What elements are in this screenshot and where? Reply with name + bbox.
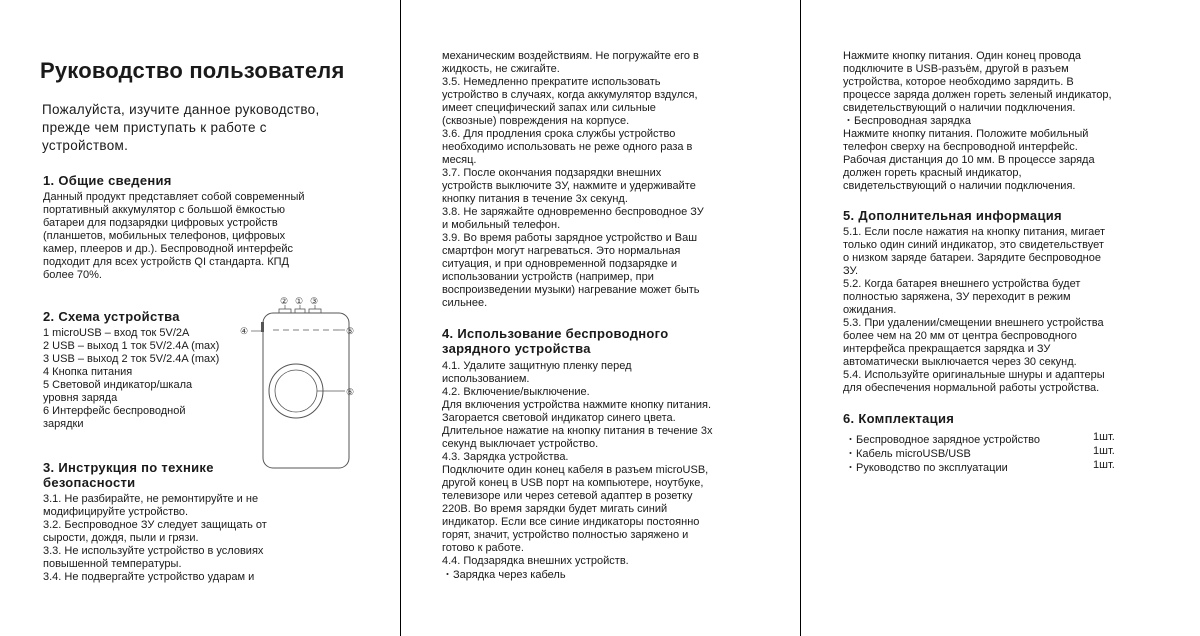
section-2-line: 1 microUSB – вход ток 5V/2A [43,327,190,339]
section-4-line: другой конец в USB порт на компьютере, ноутбуке, [442,477,704,489]
fold-line-2 [800,0,801,636]
safety-line: воспроизведении музыки) нагревание может быть [442,284,700,296]
device-diagram [235,295,365,470]
charging-line: должен гореть красный индикатор, [843,167,1022,179]
section-5-line: интерфейса прекращается зарядка и ЗУ [843,343,1051,355]
safety-line: 3.7. После окончания подзарядки внешних [442,167,662,179]
safety-line: ситуация, и при одновременной подзарядке и [442,258,678,270]
section-4-line: Длительное нажатие на кнопку питания в течение 3х [442,425,713,437]
section-4-line: 4.3. Зарядка устройства. [442,451,569,463]
section-3-heading: безопасности [43,475,136,490]
section-3-line: 3.3. Не используйте устройство в условиях [43,545,264,557]
section-4-line: Подключите один конец кабеля в разъем microUSB, [442,464,709,476]
section-5-line: 5.3. При удалении/смещении внешнего устройства [843,317,1104,329]
power-button [261,322,264,332]
charging-line: ・Беспроводная зарядка [843,115,971,127]
marker-6: ⑥ [346,387,355,397]
charging-line: Рабочая дистанция до 10 мм. В процессе заряда [843,154,1095,166]
section-5-heading: 5. Дополнительная информация [843,208,1062,223]
section-1-line: (планшетов, мобильных телефонов, цифровых [43,230,286,242]
fold-line-1 [400,0,401,636]
safety-line: кнопку питания в течение 3х секунд. [442,193,628,205]
section-5-line: для обеспечения нормальной работы устройства. [843,382,1100,394]
section-6-heading: 6. Комплектация [843,411,955,426]
safety-line: использовании устройств (например, при [442,271,654,283]
section-2-line: 6 Интерфейс беспроводной [43,405,186,417]
marker-4: ④ [240,326,249,336]
safety-line: (сквозные) повреждения на корпусе. [442,115,630,127]
section-4-heading: 4. Использование беспроводного [442,326,669,341]
section-4-line: 4.1. Удалите защитную пленку перед [442,360,632,372]
marker-1: ① [295,296,304,306]
section-1-heading: 1. Общие сведения [43,173,172,188]
marker-3: ③ [310,296,319,306]
port-microusb [295,309,305,313]
safety-line: механическим воздействиям. Не погружайте его в [442,50,699,62]
section-5-line: ожидания. [843,304,897,316]
section-5-line: более чем на 20 мм от центра беспроводного [843,330,1077,342]
section-5-line: 5.1. Если после нажатия на кнопку питания, мигает [843,226,1106,238]
safety-line: имеет специфический запах или сильные [442,102,656,114]
section-4-line: готово к работе. [442,542,524,554]
safety-line: устройство в случаях, когда аккумулятор вздулся, [442,89,698,101]
charging-line: устройства, которое необходимо зарядить. В [843,76,1074,88]
port-usb-out-1 [279,309,291,313]
section-5-line: 5.2. Когда батарея внешнего устройства будет [843,278,1081,290]
section-2-line: зарядки [43,418,84,430]
section-1-line: более 70%. [43,269,102,281]
section-4-heading: зарядного устройства [442,341,591,356]
section-3-line: модифицируйте устройство. [43,506,189,518]
kit-item-qty: 1шт. [1093,431,1115,443]
section-3-line: повышенной температуры. [43,558,182,570]
device-body [263,313,349,468]
safety-line: 3.8. Не заряжайте одновременно беспроводное ЗУ [442,206,704,218]
safety-line: 3.9. Во время работы зарядное устройство и Ваш [442,232,698,244]
section-4-line: телевизоре или через сетевой адаптер в розетку [442,490,693,502]
section-5-line: полностью заряжена, ЗУ переходит в режим [843,291,1071,303]
section-4-line: 220В. Во время зарядки будет мигать синий [442,503,668,515]
section-1-line: батареи для подзарядки цифровых устройств [43,217,278,229]
section-4-line: Для включения устройства нажмите кнопку питания. [442,399,712,411]
safety-line: сильнее. [442,297,488,309]
safety-line: и мобильный телефон. [442,219,561,231]
section-2-heading: 2. Схема устройства [43,309,180,324]
section-4-line: индикатор. Если все синие индикаторы постоянно [442,516,700,528]
section-2-line: уровня заряда [43,392,118,404]
kit-item-qty: 1шт. [1093,445,1115,457]
safety-line: устройств выключите ЗУ, нажмите и удерживайте [442,180,696,192]
charging-line: Нажмите кнопку питания. Один конец провода [843,50,1082,62]
marker-5: ⑤ [346,326,355,336]
safety-line: необходимо использовать не реже одного раза в [442,141,693,153]
kit-item-name: ・Кабель microUSB/USB [845,448,971,460]
section-1-line: Данный продукт представляет собой современный [43,191,305,203]
section-4-line: 4.2. Включение/выключение. [442,386,590,398]
section-5-line: автоматически выключается через 30 секунд. [843,356,1077,368]
section-4-line: ・Зарядка через кабель [442,569,566,581]
intro-line: устройством. [42,138,129,153]
safety-line: 3.6. Для продления срока службы устройство [442,128,676,140]
section-4-line: использованием. [442,373,530,385]
charging-line: телефон сверху на беспроводной интерфейс. [843,141,1078,153]
safety-line: месяц. [442,154,477,166]
section-5-line: 5.4. Используйте оригинальные шнуры и адаптеры [843,369,1105,381]
section-2-line: 5 Световой индикатор/шкала [43,379,193,391]
section-3-line: сырости, дождя, пыли и грязи. [43,532,199,544]
charging-line: Нажмите кнопку питания. Положите мобильный [843,128,1089,140]
section-3-line: 3.4. Не подвергайте устройство ударам и [43,571,255,583]
section-3-line: 3.2. Беспроводное ЗУ следует защищать от [43,519,267,531]
charging-line: свидетельствующий о наличии подключения. [843,102,1076,114]
charging-line: свидетельствующий о наличии подключения. [843,180,1076,192]
wireless-coil-inner [275,370,317,412]
intro-line: прежде чем приступать к работе с [42,120,267,135]
safety-line: жидкость, не сжигайте. [442,63,560,75]
section-5-line: ЗУ. [843,265,859,277]
section-4-line: горят, значит, устройство полностью заряжено и [442,529,689,541]
section-2-line: 4 Кнопка питания [43,366,133,378]
section-4-line: 4.4. Подзарядка внешних устройств. [442,555,629,567]
section-5-line: о низком заряде батареи. Зарядите беспроводное [843,252,1101,264]
section-1-line: подходит для всех устройств QI стандарта. КПД [43,256,289,268]
section-1-line: портативный аккумулятор с большой ёмкостью [43,204,285,216]
section-3-line: 3.1. Не разбирайте, не ремонтируйте и не [43,493,259,505]
section-5-line: только один синий индикатор, это свидетельствует [843,239,1104,251]
marker-2: ② [280,296,289,306]
section-1-line: камер, плееров и др.). Беспроводной интерфейс [43,243,294,255]
charging-line: процессе заряда должен гореть зеленый индикатор, [843,89,1112,101]
wireless-coil-outer [269,364,323,418]
section-2-line: 2 USB – выход 1 ток 5V/2.4A (max) [43,340,220,352]
page-title: Руководство пользователя [40,58,345,83]
charging-line: подключите в USB-разъём, другой в разъем [843,63,1069,75]
section-4-line: Загорается световой индикатор синего цвета. [442,412,676,424]
kit-item-qty: 1шт. [1093,459,1115,471]
kit-item-name: ・Беспроводное зарядное устройство [845,434,1040,446]
safety-line: 3.5. Немедленно прекратите использовать [442,76,661,88]
section-4-line: секунд выключает устройство. [442,438,599,450]
kit-item-name: ・Руководство по эксплуатации [845,462,1008,474]
section-2-line: 3 USB – выход 2 ток 5V/2.4A (max) [43,353,220,365]
port-usb-out-2 [309,309,321,313]
safety-line: смартфон могут нагреваться. Это нормальная [442,245,681,257]
intro-line: Пожалуйста, изучите данное руководство, [42,102,320,117]
section-3-heading: 3. Инструкция по технике [43,460,214,475]
